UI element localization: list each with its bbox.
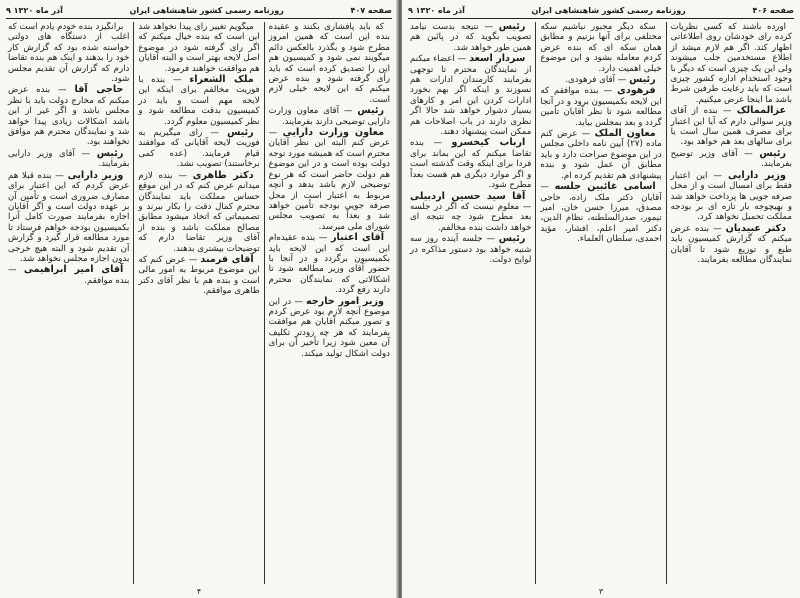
paragraph [540,129,661,181]
speaker-name: اسامی غائبین جلسه [554,181,656,193]
page-header [6,4,392,19]
newspaper-title: روزنامه رسمی کشور شاهنشاهی ایران [129,5,284,15]
paragraph [540,22,661,74]
speaker-name: دکتر طاهری [192,169,254,181]
columns [4,22,394,584]
paragraph [671,224,792,266]
page-footer-number: ۳ [598,587,604,596]
speaker-name: رئیس [227,127,254,139]
paragraph [540,86,661,128]
page-number: صفحه ۴۰۷ [350,5,392,15]
paragraph-text: میگویم تغییر رای پیدا نخواهد شد این است که بنده خیال میکنم که اگر رای گرفته شود در موضوع اصل لایحه بهتر است و البته آقایان هم موافقت خواهند فرمود. [138,22,260,74]
speaker-name: وزیر دارایی [67,169,124,181]
paragraph-text: — آقایان دکتر ملک زاده، حاجی مصدق، میرزا حسن خان، امیر تیمور، صدرالسلطنه، نظام الدین، دکتر امیر اعلم، افشار، مؤید احمدی، سلطان العلماء. [540,182,662,245]
paragraph-text: — آقای فرهودی. [565,75,627,86]
speaker-name: وزیر امور خارجه [305,295,384,307]
paragraph [269,22,390,105]
paragraph-text: — بنده تقاضا میکنم که این بماند برای فردا برای اینکه وقت گذشته است و اگر موارد دیگری هم هست بعداً مطرح شود. [410,138,532,191]
speaker-name: سردار اسعد [469,53,526,65]
paragraph-text: — بنده موافقم. [8,265,130,286]
speaker-name: آقای اعتبار [330,232,384,244]
paragraph [540,182,661,244]
paragraph-text: — این اعتبار فقط برای امسال است و از محل صرفه جویی ها پرداخت خواهد شد و بهیچوجه بار تازه ای بر بودجه مملکت تحمیل نخواهد کرد. [670,170,792,223]
paragraph-text: — بنده لازم میدانم عرض کنم که در این موقع حساس مملکت باید نمایندگان محترم کمال دقت را بکار ببرند و تصمیماتی که اتخاذ میشود مطابق مصالح مملکت باشد و بنده از آقای وزیر تقاضا دارم که توضیحات بیشتری بدهند. [138,170,260,254]
speaker-name: حاجی آقا [74,84,124,96]
speaker-name: دکتر عبیدیان [725,222,786,234]
paragraph-text: — عرض کنم که این موضوع مربوط به امور مالی است و بنده هم با نظر آقای دکتر طاهری موافقم. [138,254,260,297]
left-page [0,0,398,598]
speaker-name: آقا سید حسین اردبیلی [410,190,526,202]
paragraph-text: — آقای وزیر توضیح بفرمایند. [670,148,792,170]
paragraph [540,75,661,85]
text-column [406,22,535,584]
paragraph [138,255,259,297]
text-column [666,22,796,584]
paragraph [138,75,259,127]
speaker-name: وزیر دارایی [728,169,786,181]
page-footer-number: ۴ [196,587,202,596]
paragraph [671,22,792,105]
paragraph [138,128,259,170]
text-column [535,22,665,584]
paragraph-text: برانگیزد بنده خودم یادم است که اغلب از دستگاه های دولتی خواسته شده بود که گزارش کار خود را بدهند و اینک هم بنده تقاضا دارم که گزارش آن تقدیم مجلس شود. [8,22,130,85]
speaker-name: عزالممالک [736,105,786,117]
newspaper-title: روزنامه رسمی کشور شاهنشاهی ایران [531,5,686,15]
paragraph [269,297,390,359]
paragraph-text: — بنده عرض میکنم که مخارج دولت باید با نظر مجلس باشد و اگر غیر از این باشد اشکالات زیادی پیدا خواهد شد و نمایندگان محترم هم موافق نخواهند بود. [8,85,130,148]
paragraph [8,22,129,84]
paragraph-text: — بنده عقیده‌ام این است که این لایحه باید بکمیسیون برگردد و در آنجا با حضور آقای وزیر مطالعه شود تا اشکالاتی که نمایندگان محترم دارند رفع گردد. [268,233,390,296]
paragraph [8,171,129,265]
paragraph-text: — جلسه آینده روز سه شنبه خواهد بود دستور مذاکره در لوایح دولت. [410,234,532,265]
paragraph [410,138,531,190]
page-number: صفحه ۴۰۶ [752,5,794,15]
speaker-name: رئیس [357,105,385,117]
right-page [402,0,800,598]
paragraph [410,234,531,265]
paragraph [671,106,792,148]
speaker-name: ملک الشعراء [189,74,254,86]
text-column [133,22,263,584]
paragraph [410,54,531,137]
paragraph-text: — آقای وزیر دارایی بفرمایند. [8,148,130,170]
paragraph-text: — بنده با فوریت مخالفم برای اینکه این لایحه مهم است و باید در کمیسیون بدقت مطالعه شود و نظر کمیسیون معلوم گردد. [138,75,260,127]
issue-date: ۹ آذر ماه ۱۳۲۰ [408,5,465,15]
paragraph [269,106,390,127]
paragraph-text: آورده باشند که کسی نظریات کرده رای خودشان روی اطلاعاتی اظهار کند. اگر هم لازم میشد از اطلاع مستخدمین جلب میشوند ولی این یک چیزی است که دیگر با وجود استخدام اداره کشور چیزی است که باید رعایت طرفین شرط باشد ما اینجا عرض میکنیم. [670,22,792,105]
speaker-name: معاون وزارت دارایی [282,127,385,139]
paragraph-text: — عرض کنم ماده (۲۷) آیین نامه داخلی مجلس در این موضوع صراحت دارد و باید مطابق آن عمل شود و بنده پیشنهادی هم تقدیم کرده ام. [540,129,662,181]
paragraph [410,22,531,53]
paragraph [138,22,259,74]
paragraph-text: — رای میگیریم به فوریت لایحه آقایانی که موافقند قیام فرمایند. (عده کمی برخاستند) تصویب نشد. [138,128,260,170]
paragraph-text: — عرض کنم البته این نظر آقایان محترم است که همیشه مورد توجه دولت بوده است و در این موضوع هم دولت حاضر است که هر نوع توضیحی لازم باشد بدهد و آنچه مربوط به اعتبار است از محل صرفه جویی بودجه تأمین خواهد شد و بعداً به تصویب مجلس شورای ملی میرسد. [268,128,390,232]
speaker-name: رئیس [759,147,786,159]
paragraph [671,171,792,223]
paragraph [269,128,390,232]
speaker-name: رئیس [498,22,526,32]
speaker-name: فرهودی [617,85,656,97]
paragraph [8,265,129,286]
text-column [264,22,394,584]
paragraph [671,149,792,170]
paragraph-text: — بنده از آقای وزیر سوالی دارم که آیا این اعتبار برای مصرف همین سال است یا برای سالهای بعد هم خواهد بود. [670,106,792,148]
paragraph-text: — آقای معاون وزارت دارایی توضیحی دارند بفرمایند. [268,106,390,127]
paragraph [8,85,129,147]
paragraph [8,149,129,170]
speaker-name: ارباب کیخسرو [451,137,526,149]
paragraph-text: — در این موضوع آنچه لازم بود عرض کردم و تصور میکنم آقایان هم موافقت بفرمایند که هر چه زودتر تکلیف آن معین شود زیرا تأخیر آن برای دولت اشکال تولید میکند. [268,296,390,359]
speaker-name: معاون الملک [594,128,656,140]
speaker-name: رئیس [96,147,124,159]
speaker-name: رئیس [629,74,656,86]
page-header [408,4,794,19]
paragraph-text: که باید پافشاری بکنند و عقیده بنده این است که همین امروز مطرح شود و بگذرد بالعکس دائم میگویند نمی شود و کمیسیون هم این را تصدیق کرده است که باید رأی گرفته شود و بنده عرض میکنم که این لایحه خیلی لازم است. [268,22,390,105]
paragraph [269,233,390,295]
speaker-name: رئیس [498,233,526,245]
paragraph [410,192,531,234]
paragraph-text: — بنده عرض میکنم که گزارش کمیسیون باید طبع و توزیع شود تا آقایان نمایندگان مطالعه بفرمایند. [670,223,792,265]
paragraph-text: — اعضاء میکنم از نمایندگان محترم تا توجهی بفرمایند کارمندان ادارات هم نسوزند و اینکه اگر بهم بخورد ادارات کردن این امر و کارهای بسیار دشوار خواهد شد حالا اگر نظری دارند در باب اصلاحات هم ممکن است پیشنهاد دهند. [410,54,532,138]
speaker-name: آقای امیر ابراهیمی [23,264,124,276]
speaker-name: آقای فرمند [200,253,254,265]
paragraph [138,171,259,254]
paragraph-text: — بنده موافقم که این لایحه بکمیسیون برود و در آنجا مطالعه شود تا نظر آقایان تأمین گردد و بعد بمجلس بیاید. [540,86,662,128]
issue-date: ۹ آذر ماه ۱۳۲۰ [6,5,63,15]
paragraph-text: — نتیجه بدست نیامد تصویب بگوید که در پائین هم همین طور خواهد شد. [410,22,532,53]
paragraph-text: — بنده قبلا هم عرض کردم که این اعتبار برای مصارف ضروری است و تأمین آن بر عهده دولت است و اگر آقایان اجازه بفرمایند صورت کامل آنرا بکمیسیون بودجه خواهم فرستاد تا مورد مطالعه قرار گیرد و گزارش آن تقدیم شود و البته هیچ خرجی بدون اجازه مجلس نخواهد شد. [8,170,130,264]
paragraph-text: سکه دیگر مجبور نباشیم سکه مختلفی برای آنها بزنیم و مطابق همان سکه ای که بنده عرض کردم معامله بشود و این موضوع خیلی اهمیت دارد. [540,22,662,74]
paragraph-text: — معلوم نیست که اگر در جلسه بعد مطرح شود چه نتیجه ای خواهد داشت بنده مخالفم. [410,201,532,233]
text-column [4,22,133,584]
columns [406,22,796,584]
